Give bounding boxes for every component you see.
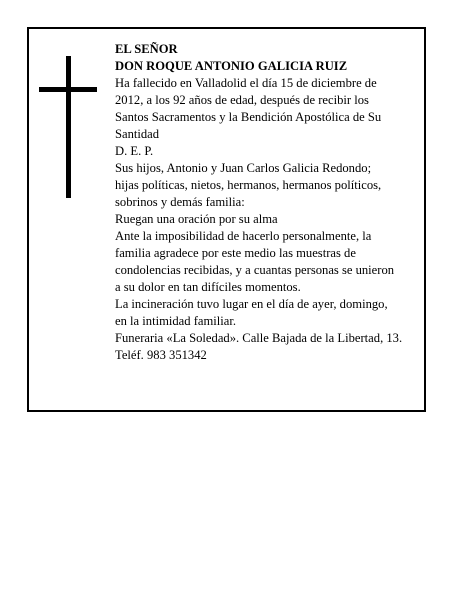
notice-body-line-2: 2012, a los 92 años de edad, después de recibir los: [115, 93, 369, 107]
cross-vertical-bar: [66, 56, 71, 198]
notice-body-line-3: Santos Sacramentos y la Bendición Apostólica de Su: [115, 110, 382, 124]
cross-icon: [39, 56, 97, 198]
notice-body-line-11: familia agradece por este medio las muestras de: [115, 246, 356, 260]
notice-body-line-16: Funeraria «La Soledad». Calle Bajada de la Libertad, 13.: [115, 331, 403, 345]
notice-title-line-1: EL SEÑOR: [115, 42, 178, 56]
notice-body-line-14: La incineración tuvo lugar en el día de ayer, domingo,: [115, 297, 388, 311]
notice-body-line-9: Ruegan una oración por su alma: [115, 212, 278, 226]
notice-body-line-13: a su dolor en tan difíciles momentos.: [115, 280, 301, 294]
notice-body-line-7: hijas políticas, nietos, hermanos, hermanos políticos,: [115, 178, 382, 192]
notice-body-line-1: Ha fallecido en Valladolid el día 15 de diciembre de: [115, 76, 377, 90]
notice-body-line-15: en la intimidad familiar.: [115, 314, 237, 328]
notice-text: [115, 41, 427, 364]
notice-body-line-8: sobrinos y demás familia:: [115, 195, 245, 209]
cross-horizontal-bar: [39, 87, 97, 92]
notice-body-line-10: Ante la imposibilidad de hacerlo personalmente, la: [115, 229, 372, 243]
notice-body-line-5: D. E. P.: [115, 144, 154, 158]
notice-body-line-6: Sus hijos, Antonio y Juan Carlos Galicia Redondo;: [115, 161, 372, 175]
notice-body-line-12: condolencias recibidas, y a cuantas personas se unieron: [115, 263, 395, 277]
notice-body-line-17: Teléf. 983 351342: [115, 348, 207, 362]
notice-body-line-4: Santidad: [115, 127, 160, 141]
obituary-notice: [27, 27, 426, 412]
notice-title-line-2: DON ROQUE ANTONIO GALICIA RUIZ: [115, 59, 348, 73]
